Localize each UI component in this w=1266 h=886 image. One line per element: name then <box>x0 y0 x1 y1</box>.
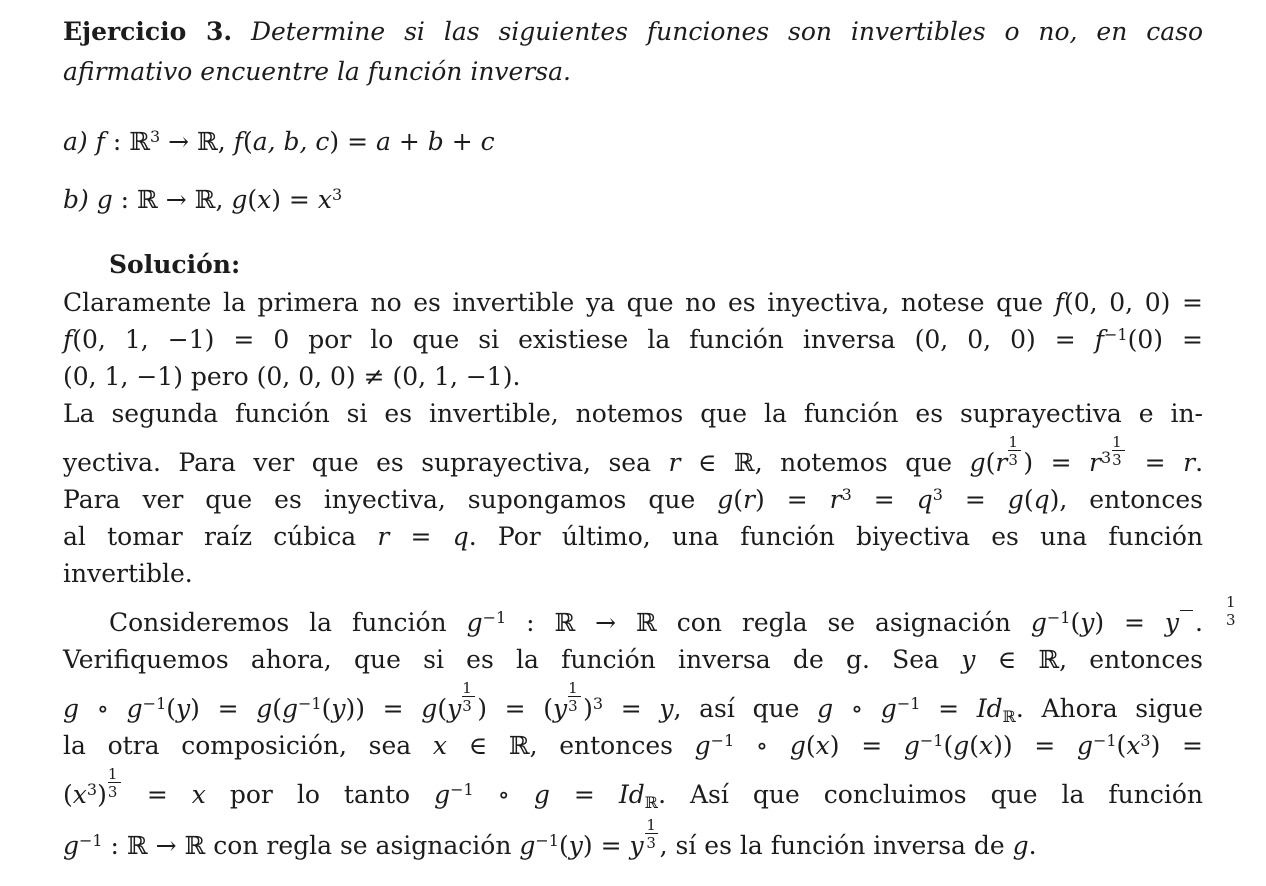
solution-line-1: Claramente la primera no es invertible ya que no es inyectiva, notese que f(0, 0, 0) = <box>63 288 1203 317</box>
exercise-item-a: a) f : ℝ$^3$ → ℝ, f(a, b, c) = a + b + c <box>63 127 495 156</box>
solution-line-11: g ∘ $g^{-1}(y) = g(g^{-1}(y)) = g(y$ $\frac{1}{3}$ ) = (y $\frac{1}{3}$ )$^3$ = y, así que g ∘ $g^{-1} = Id_ℝ$. Ahora sigue <box>63 679 1203 726</box>
exercise-document <box>63 12 1236 864</box>
solution-line-6: Para ver que es inyectiva, supongamos que $g(r) = r^3 = q^3 = g(q)$, entonces <box>63 485 1203 514</box>
solution-line-10: Verifiquemos ahora, que si es la función inversa de g. Sea y ∈ ℝ, entonces <box>63 645 1203 674</box>
solution-line-12: la otra composición, sea x ∈ ℝ, entonces $g^{-1}$ ∘ $g(x) = g^{-1}(g(x)) = g^{-1}(x^3)$ = <box>63 731 1203 760</box>
solution-line-14: $g^{-1}$ : ℝ → ℝ con regla se asignación $g^{-1}(y) = y$ $\frac{1}{3}$ , sí es la función inversa de g. <box>63 816 1037 860</box>
exercise-item-b: b) g : ℝ → ℝ, $g(x) = x^3$ <box>63 185 343 214</box>
solution-line-7: al tomar raíz cúbica r = q. Por último, una función biyectiva es una función <box>63 522 1203 551</box>
solution-line-3: (0, 1, −1) pero (0, 0, 0) ≠ (0, 1, −1). <box>63 362 521 391</box>
exercise-statement-line-1: Ejercicio 3. Determine si las siguientes funciones son invertibles o no, en caso <box>63 17 1203 46</box>
solution-line-5: yectiva. Para ver que es suprayectiva, sea r ∈ ℝ, notemos que g(r $\frac{1}{3}$ ) = $r^3$ $\frac{1}{3}$ = r. <box>63 433 1204 477</box>
solution-line-8: invertible. <box>63 559 193 588</box>
solution-line-4: La segunda función si es invertible, notemos que la función es suprayectiva e in- <box>63 399 1203 428</box>
solution-heading: Solución: <box>109 250 241 279</box>
solution-line-2: f(0, 1, −1) = 0 por lo que si existiese la función inversa (0, 0, $0) = f^{-1}(0)$ = <box>63 325 1203 354</box>
solution-line-9: Consideremos la función $g^{-1}$ : ℝ → ℝ con regla se asignación $g^{-1}(y) = y$ $\frac{1}{3}$ . <box>109 593 1236 637</box>
exercise-statement-line-2: afirmativo encuentre la función inversa. <box>63 57 571 86</box>
solution-line-13: $(x^3)$ $\frac{1}{3}$ = x por lo tanto $g^{-1}$ ∘ $g = Id_ℝ$. Así que concluimos que la función <box>63 765 1203 812</box>
